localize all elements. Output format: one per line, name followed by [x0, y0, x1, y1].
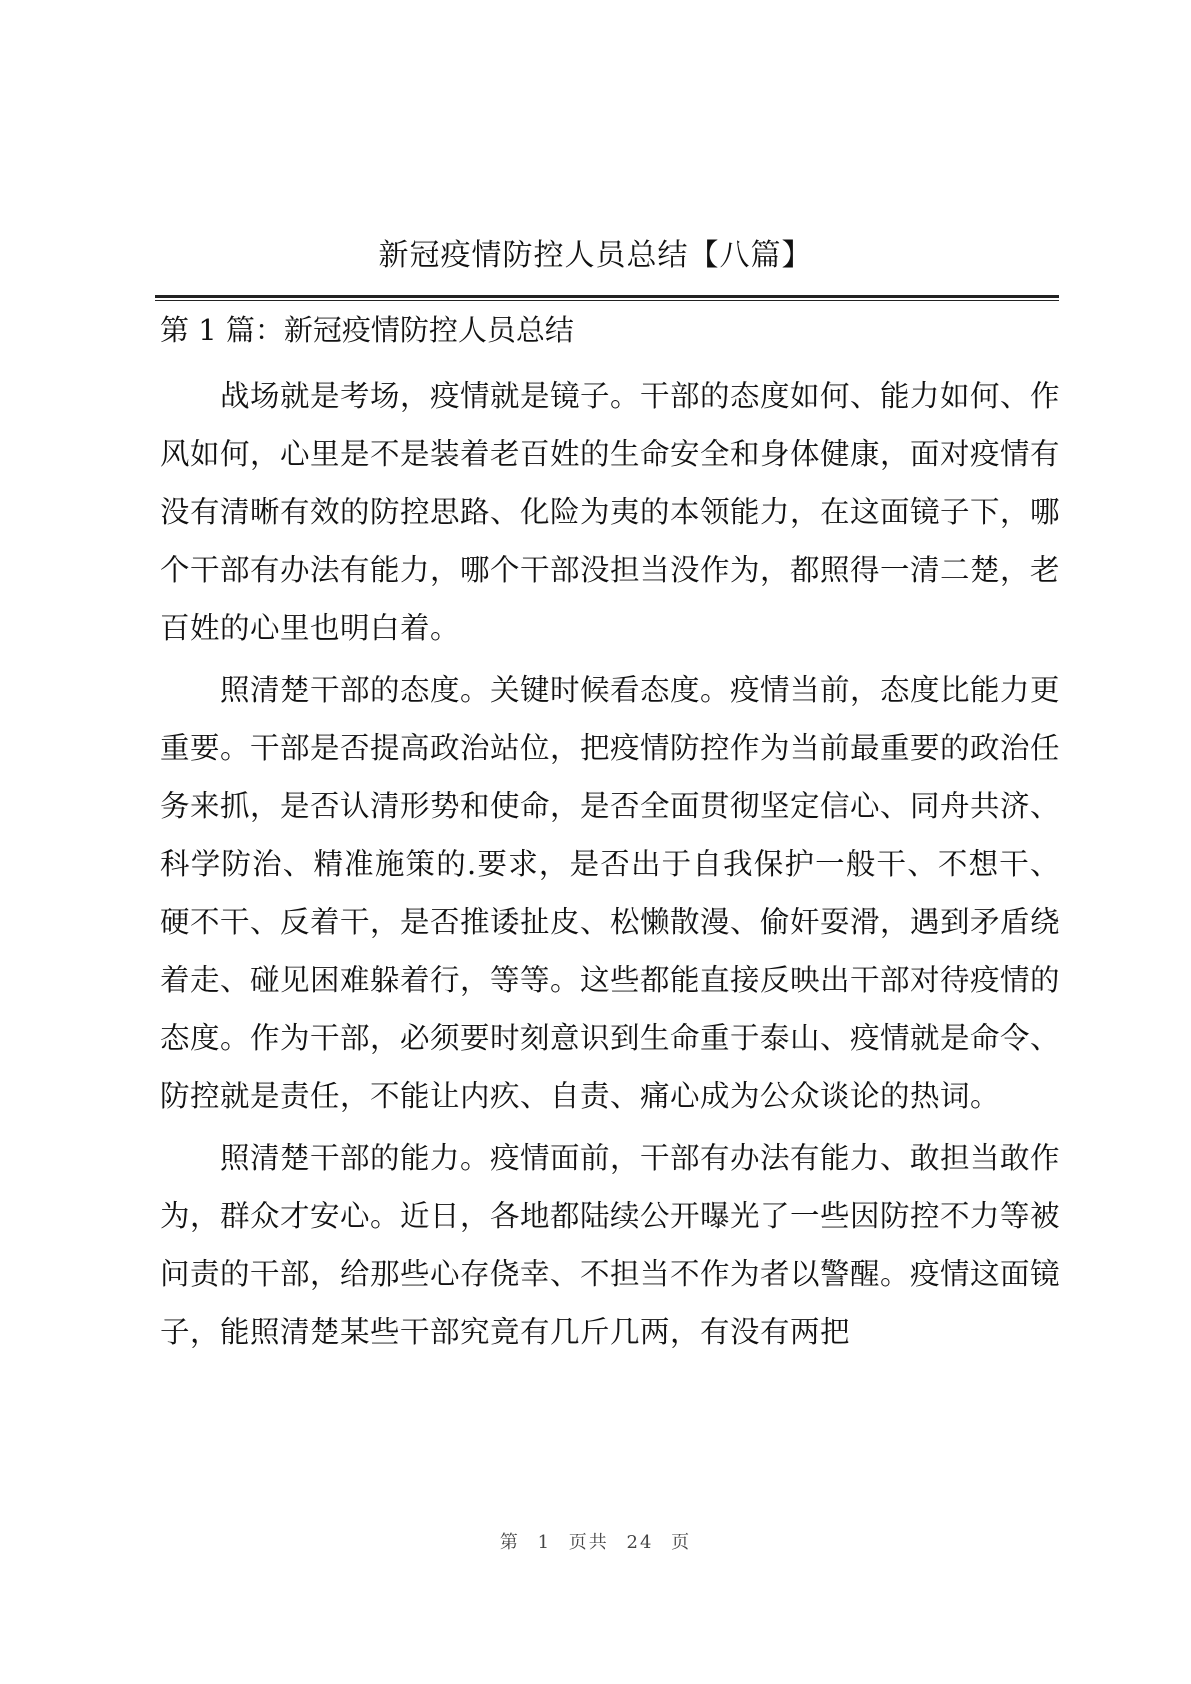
paragraph: 照清楚干部的态度。关键时候看态度。疫情当前，态度比能力更重要。干部是否提高政治站位，把疫情防控作为当前最重要的政治任务来抓，是否认清形势和使命，是否全面贯彻坚定信心、同舟共济、科学防治、精准施策的.要求，是否出于自我保护一般干、不想干、硬不干、反着干，是否推诿扯皮、松懒散漫、偷奸耍滑，遇到矛盾绕着走、碰见困难躲着行，等等。这些都能直接反映出干部对待疫情的态度。作为干部，必须要时刻意识到生命重于泰山、疫情就是命令、防控就是责任，不能让内疚、自责、痛心成为公众谈论的热词。 [160, 673, 1061, 1113]
document-title: 新冠疫情防控人员总结【八篇】 [378, 238, 813, 273]
page-number-footer: 第 1 页共 24 页 [499, 1532, 692, 1553]
paragraph: 战场就是考场，疫情就是镜子。干部的态度如何、能力如何、作风如何，心里是不是装着老百姓的生命安全和身体健康，面对疫情有没有清晰有效的防控思路、化险为夷的本领能力，在这面镜子下，哪个干部有办法有能力，哪个干部没担当没作为，都照得一清二楚，老百姓的心里也明白着。 [160, 379, 1061, 645]
title-divider-thick [155, 295, 1059, 298]
title-divider-thin [155, 300, 1059, 301]
section-heading: 第 1 篇：新冠疫情防控人员总结 [160, 313, 574, 347]
paragraph: 照清楚干部的能力。疫情面前，干部有办法有能力、敢担当敢作为，群众才安心。近日，各地都陆续公开曝光了一些因防控不力等被问责的干部，给那些心存侥幸、不担当不作为者以警醒。疫情这面镜子，能照清楚某些干部究竟有几斤几两，有没有两把 [160, 1141, 1061, 1349]
document-body [160, 367, 1060, 1365]
